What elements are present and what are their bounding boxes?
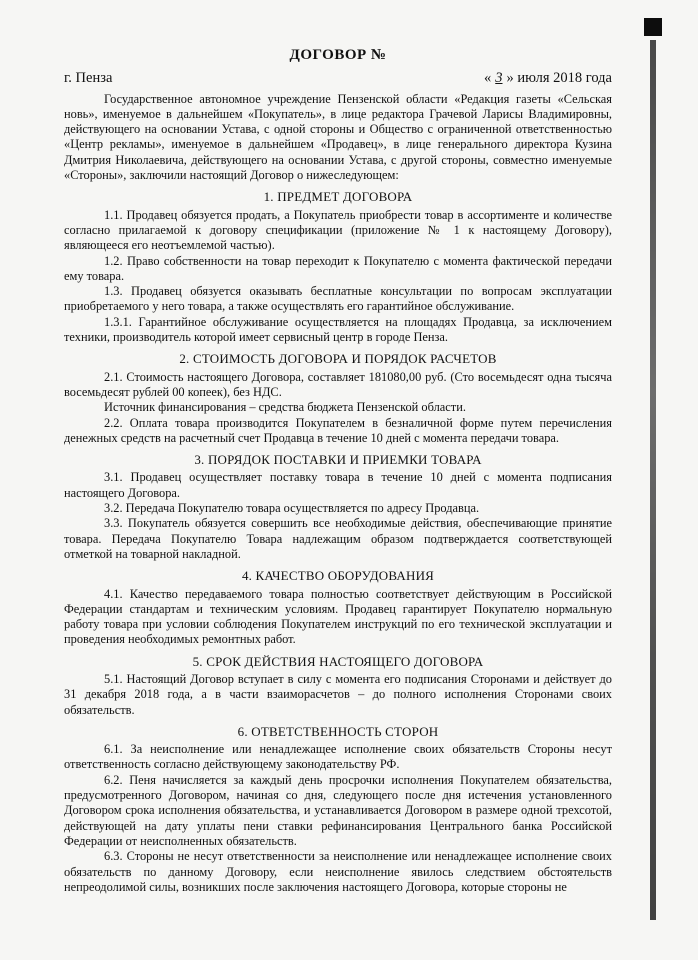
clause: 6.3. Стороны не несут ответственности за неисполнение или ненадлежащее исполнение своих обязательств по данному Договору, если неисполнение явилось следствием обстоятельств непреодолимой силы, возникших после заключения настоящего Договора, которые стороны не: [64, 849, 612, 894]
contract-document: [64, 48, 612, 895]
clause: 1.1. Продавец обязуется продать, а Покупатель приобрести товар в ассортименте и количестве согласно прилагаемой к договору спецификации (приложение № 1 к настоящему Договору), являющееся его неотъемлемой частью).: [64, 207, 612, 253]
clause: 4.1. Качество передаваемого товара полностью соответствует действующим в Российской Федерации стандартам и техническим условиям. Продавец гарантирует Покупателю нормальную работу товара при условии соблюдения Покупателем инструкций по его технической эксплуатации и проведения необходимых ремонтных работ.: [64, 586, 612, 647]
section-heading: 6. ОТВЕТСТВЕННОСТЬ СТОРОН: [237, 723, 439, 739]
section-heading: 4. КАЧЕСТВО ОБОРУДОВАНИЯ: [241, 568, 435, 584]
clause: 1.3. Продавец обязуется оказывать бесплатные консультации по вопросам эксплуатации приобретаемого у него товара, а также осуществлять его гарантийное обслуживание.: [64, 284, 612, 314]
clause: 5.1. Настоящий Договор вступает в силу с момента его подписания Сторонами и действует до 31 декабря 2018 года, а в части взаиморасчетов – до полного исполнения Сторонами своих обязательств.: [64, 671, 612, 717]
scan-edge-shadow: [650, 40, 656, 920]
date-day-handwritten: 3: [495, 70, 503, 87]
section-heading: 1. ПРЕДМЕТ ДОГОВОРА: [263, 189, 413, 205]
clause: 6.2. Пеня начисляется за каждый день просрочки исполнения Покупателем обязательства, предусмотренного Договором, начиная со дня, следующего после дня истечения установленного Договором срока исполнения обязательства, и устанавливается Договором в размере одной трехсотой, действующей на дату уплаты пени ставки рефинансирования Центрального банка Российской Федерации от неисполненных обязательств.: [64, 772, 612, 848]
clause: 1.3.1. Гарантийное обслуживание осуществляется на площадях Продавца, за исключением техники, производитель которой имеет сервисный центр в городе Пенза.: [64, 314, 612, 345]
clause: 3.3. Покупатель обязуется совершить все необходимые действия, обеспечивающие принятие товара. Передача Покупателю Товара надлежащим образом подтверждается соответствующей отметкой на товарной накладной.: [64, 516, 612, 561]
section-heading: 3. ПОРЯДОК ПОСТАВКИ И ПРИЕМКИ ТОВАРА: [194, 452, 482, 468]
clause: 2.1. Стоимость настоящего Договора, составляет 181080,00 руб. (Сто восемьдесят одна тысяча восемьдесят рублей 00 копеек), без НДС.: [64, 369, 612, 399]
clause: Источник финансирования – средства бюджета Пензенской области.: [104, 400, 466, 415]
clause: 2.2. Оплата товара производится Покупателем в безналичной форме путем перечисления денежных средств на расчетный счет Продавца в течение 10 дней с момента передачи товара.: [64, 415, 612, 445]
city: г. Пенза: [64, 70, 113, 87]
clause: 6.1. За неисполнение или ненадлежащее исполнение своих обязательств Стороны несут ответственность согласно действующему законодательству РФ.: [64, 742, 612, 772]
section-heading: 2. СТОИМОСТЬ ДОГОВОРА И ПОРЯДОК РАСЧЕТОВ: [179, 351, 497, 367]
clause: 1.2. Право собственности на товар переходит к Покупателю с момента фактической передачи ему товара.: [64, 253, 612, 283]
clause: 3.1. Продавец осуществляет поставку товара в течение 10 дней с момента подписания настоящего Договора.: [64, 470, 612, 500]
clause: 3.2. Передача Покупателю товара осуществляется по адресу Продавца.: [104, 501, 480, 516]
section-heading: 5. СРОК ДЕЙСТВИЯ НАСТОЯЩЕГО ДОГОВОРА: [192, 653, 484, 669]
preamble: Государственное автономное учреждение Пензенской области «Редакция газеты «Сельская новь», именуемое в дальнейшем «Покупатель», в лице редактора Грачевой Ларисы Владимировны, действующего на основании Устава, с одной стороны и Общество с ограниченной ответственностью «Центр рекламы», именуемое в дальнейшем «Продавец», в лице генерального директора Кузина Дмитрия Николаевича, действующего на основании Устава, с другой стороны, совместно именуемые «Стороны», заключили настоящий Договор о нижеследующем:: [64, 91, 612, 183]
city-date-line: [64, 71, 612, 86]
contract-title: ДОГОВОР №: [289, 47, 387, 63]
contract-date: « 3 » июля 2018 года: [484, 70, 612, 87]
scan-corner-mark: [644, 18, 662, 36]
